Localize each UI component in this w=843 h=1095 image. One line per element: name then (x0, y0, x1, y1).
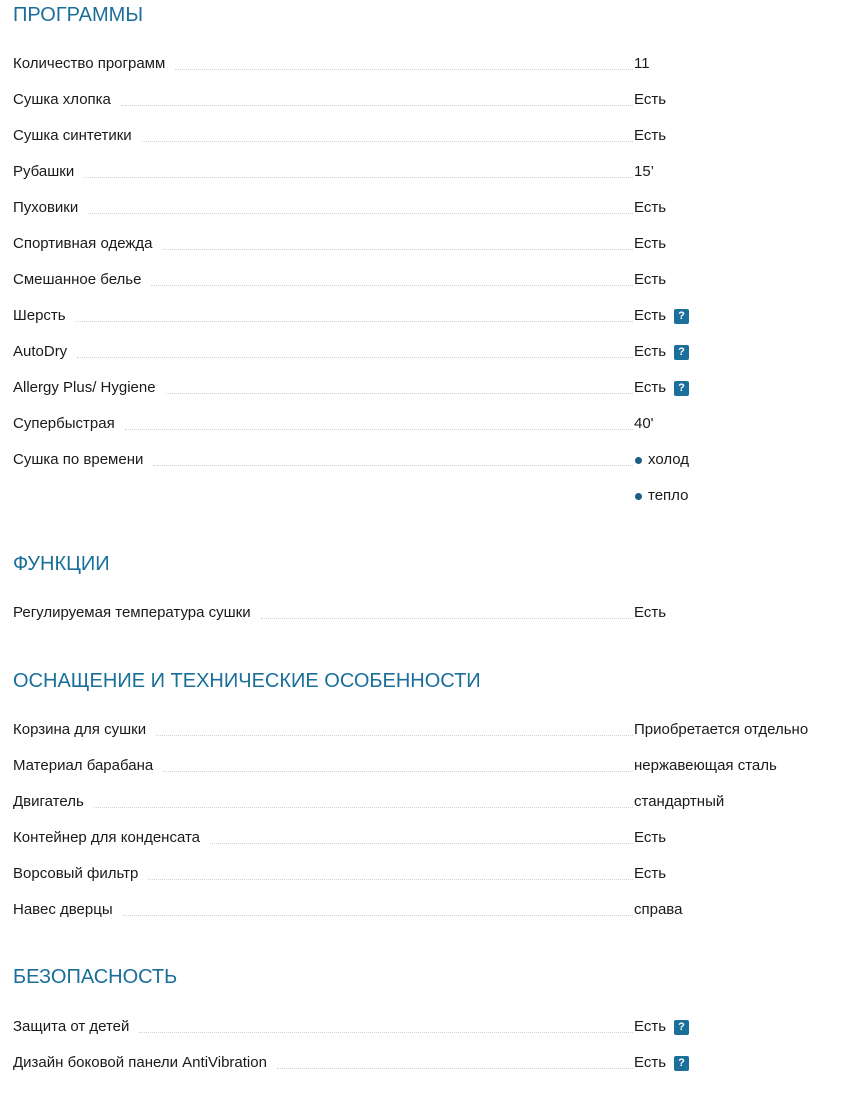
spec-value: справа (634, 901, 683, 918)
spec-value: Есть (634, 604, 667, 621)
section-title-equipment: ОСНАЩЕНИЕ И ТЕХНИЧЕСКИЕ ОСОБЕННОСТИ (13, 670, 481, 692)
spec-value: Есть (634, 829, 667, 846)
spec-label: Спортивная одежда (13, 235, 153, 252)
spec-row-down-jackets (13, 196, 843, 220)
spec-label: Ворсовый фильтр (13, 865, 139, 882)
dotted-leader (121, 105, 633, 106)
spec-value: Есть (634, 199, 667, 216)
dotted-leader (153, 465, 633, 466)
help-icon[interactable]: ? (674, 381, 689, 396)
section-title-safety: БЕЗОПАСНОСТЬ (13, 966, 178, 988)
spec-value: Есть ? (634, 304, 689, 328)
spec-value: Есть (634, 127, 667, 144)
spec-value: Есть (634, 91, 667, 108)
section-title-programs: ПРОГРАММЫ (13, 4, 144, 26)
spec-label: Пуховики (13, 199, 79, 216)
spec-value: нержавеющая сталь (634, 757, 777, 774)
spec-row-timed-drying-extra (13, 484, 843, 508)
spec-label: Двигатель (13, 793, 84, 810)
spec-row-antivibration (13, 1051, 843, 1075)
section-title-functions: ФУНКЦИИ (13, 553, 110, 575)
help-icon[interactable]: ? (674, 309, 689, 324)
help-icon[interactable]: ? (674, 1020, 689, 1035)
dotted-leader (163, 249, 633, 250)
spec-label: Сушка хлопка (13, 91, 111, 108)
spec-value: Есть (634, 235, 667, 252)
spec-row-cotton-drying (13, 88, 843, 112)
spec-row-sportswear (13, 232, 843, 256)
spec-value: Приобретается отдельно (634, 721, 809, 738)
spec-label: Супербыстрая (13, 415, 115, 432)
spec-value: тепло (634, 484, 688, 508)
bullet-icon (635, 457, 642, 464)
dotted-leader (156, 735, 633, 736)
dotted-leader (277, 1068, 633, 1069)
spec-row-wool (13, 304, 843, 328)
dotted-leader (84, 177, 633, 178)
spec-label: Навес дверцы (13, 901, 113, 918)
spec-row-superfast (13, 412, 843, 436)
help-icon[interactable]: ? (674, 1056, 689, 1071)
dotted-leader (123, 915, 633, 916)
spec-value: Есть ? (634, 1015, 689, 1039)
dotted-leader (76, 321, 633, 322)
spec-label: Сушка синтетики (13, 127, 132, 144)
spec-row-child-lock (13, 1015, 843, 1039)
dotted-leader (142, 141, 633, 142)
spec-value: 11 (634, 55, 650, 72)
spec-label: Рубашки (13, 163, 75, 180)
dotted-leader (175, 69, 633, 70)
spec-row-drying-basket (13, 718, 843, 742)
spec-row-motor (13, 790, 843, 814)
spec-label: Шерсть (13, 307, 66, 324)
spec-label: Смешанное белье (13, 271, 142, 288)
dotted-leader (148, 879, 633, 880)
dotted-leader (139, 1032, 633, 1033)
spec-row-shirts (13, 160, 843, 184)
spec-value: 40' (634, 415, 654, 432)
spec-value: Есть ? (634, 1051, 689, 1075)
spec-value: Есть (634, 865, 667, 882)
spec-row-autodry (13, 340, 843, 364)
dotted-leader (210, 843, 633, 844)
spec-label: Материал барабана (13, 757, 154, 774)
spec-label: Контейнер для конденсата (13, 829, 201, 846)
spec-value: Есть (634, 271, 667, 288)
spec-label: Дизайн боковой панели AntiVibration (13, 1054, 267, 1071)
dotted-leader (151, 285, 633, 286)
dotted-leader (261, 618, 633, 619)
bullet-icon (635, 493, 642, 500)
spec-row-mixed-laundry (13, 268, 843, 292)
dotted-leader (88, 213, 633, 214)
spec-label: Количество программ (13, 55, 166, 72)
spec-value: Есть ? (634, 340, 689, 364)
dotted-leader (77, 357, 633, 358)
spec-value: стандартный (634, 793, 725, 810)
spec-label: Корзина для сушки (13, 721, 147, 738)
spec-row-condensate-container (13, 826, 843, 850)
spec-row-door-hinge (13, 898, 843, 922)
spec-row-drum-material (13, 754, 843, 778)
spec-value: Есть ? (634, 376, 689, 400)
spec-row-timed-drying (13, 448, 843, 472)
spec-row-program-count (13, 52, 843, 76)
spec-label: Регулируемая температура сушки (13, 604, 251, 621)
spec-label: Защита от детей (13, 1018, 130, 1035)
spec-value: холод (634, 448, 689, 472)
dotted-leader (125, 429, 633, 430)
dotted-leader (163, 771, 633, 772)
spec-row-synthetics-drying (13, 124, 843, 148)
spec-label: Сушка по времени (13, 451, 144, 468)
spec-label: AutoDry (13, 343, 68, 360)
spec-label: Allergy Plus/ Hygiene (13, 379, 156, 396)
spec-value: 15’ (634, 163, 655, 180)
dotted-leader (166, 393, 633, 394)
help-icon[interactable]: ? (674, 345, 689, 360)
dotted-leader (94, 807, 633, 808)
spec-row-lint-filter (13, 862, 843, 886)
spec-row-allergy-plus-hygiene (13, 376, 843, 400)
spec-row-adjustable-temperature (13, 601, 843, 625)
